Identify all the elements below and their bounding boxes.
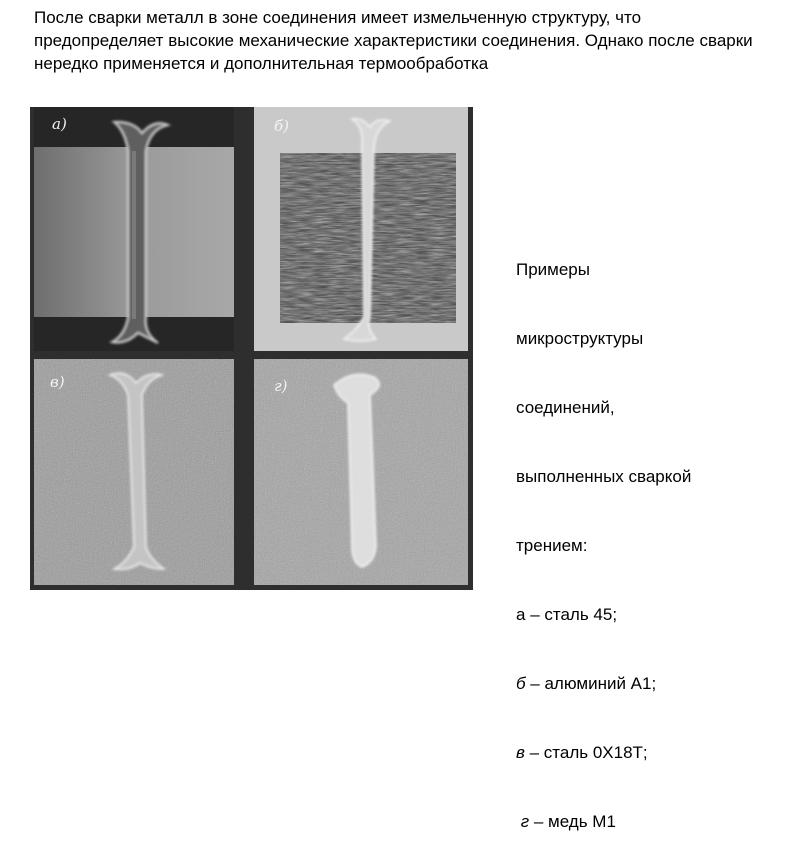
caption-line: Примеры	[516, 260, 590, 279]
panel-b	[254, 107, 468, 351]
intro-paragraph: После сварки металл в зоне соединения имеет измельченную структуру, что предопределяет высокие механические характеристики соединения. Однако после сварки нередко применяется и дополнительная термообработка	[34, 8, 753, 73]
caption-item-c	[516, 741, 786, 764]
panel-c-letter: в)	[50, 373, 65, 391]
caption-item-text: – алюминий А1;	[525, 674, 657, 693]
panel-a	[34, 107, 234, 351]
caption-item-text: – сталь 45;	[525, 605, 618, 624]
caption-line: микроструктуры	[516, 329, 644, 348]
caption-line: трением:	[516, 536, 588, 555]
caption-item-prefix: б	[516, 674, 526, 693]
caption-item-prefix: г	[516, 812, 530, 831]
caption-item-text: – медь М1	[529, 812, 616, 831]
panel-b-letter: б)	[274, 117, 290, 135]
panel-a-letter: а)	[52, 115, 67, 133]
caption-item-prefix: а	[516, 605, 526, 624]
caption-line: соединений,	[516, 398, 615, 417]
panel-c	[34, 359, 234, 585]
caption-item-prefix: в	[516, 743, 525, 762]
caption-item-d	[516, 810, 786, 833]
figure-caption	[516, 212, 786, 856]
microstructure-figure	[30, 107, 473, 590]
caption-item-b	[516, 672, 786, 695]
caption-item-text: – сталь 0Х18Т;	[524, 743, 648, 762]
panel-d	[254, 359, 468, 585]
caption-item-a	[516, 603, 786, 626]
panel-d-letter: г)	[274, 377, 288, 395]
caption-line: выполненных сваркой	[516, 467, 692, 486]
